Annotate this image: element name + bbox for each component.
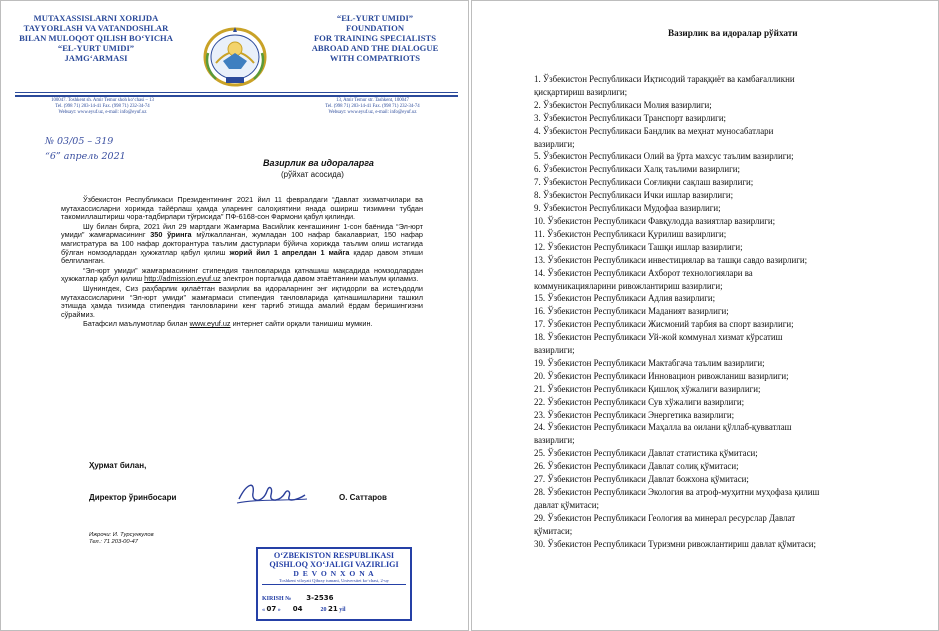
list-item: 17. Ўзбекистон Республикаси Жисмоний тарбия ва спорт вазирлиги; — [534, 319, 794, 330]
header-uz-line: BILAN MULOQOT QILISH BO‘YICHA — [19, 33, 173, 43]
executor-info — [89, 532, 154, 546]
list-item: қисқартириш вазирлиги; — [534, 86, 628, 97]
ministry-list — [534, 73, 932, 551]
list-item: коммуникацияларини ривожлантириш вазирлиги; — [534, 280, 723, 291]
header-uz-line: JAMG‘ARMASI — [64, 53, 128, 63]
list-item: 10. Ўзбекистон Республикаси Фавқулодда вазиятлар вазирлиги; — [534, 215, 776, 226]
executor-name: Ижрочи: И. Турсункулов — [89, 532, 154, 538]
admission-link[interactable]: http://admission.eyuf.uz — [144, 274, 221, 284]
paragraph: Шунингдек, Сиз раҳбарлик қилаётган вазирлик ва идораларнинг энг иқтидорли ва истеъдодли мутахассисларини “Эл-юрт умиди” жамғармаси стипендия танловларида қатнашишларини ташкил этишда ҳамда тизимда стипендия танловларини кенг тарғиб этишда амалий ёрдам беришингизни сўраймиз. — [61, 283, 423, 319]
address-line: 100047. Toshkent sh. Amir Temur shoh ko‘chasi – 13 — [51, 98, 154, 103]
stamp-year: 21 — [328, 605, 338, 613]
registration-stamp — [256, 547, 412, 621]
list-item: 13. Ўзбекистон Республикаси инвестициялар ва ташқи савдо вазирлиги; — [534, 254, 808, 265]
text: “Эл-юрт умиди” жамғармасининг стипендия танловларида қатнашиш мақсадида номзодлардан ҳужжатлар қабул қилиш — [61, 265, 423, 284]
header-uz-line: “EL-YURT UMIDI” — [57, 43, 135, 53]
signature-icon — [233, 477, 309, 509]
state-emblem-icon — [196, 23, 274, 89]
text: Батафсил маълумотлар билан — [83, 319, 190, 329]
header-en-line: FOUNDATION — [345, 23, 405, 33]
text: Шу билан бирга, 2021 йил 29 мартдаги Жамғарма Васийлик кенгашининг 1-сон баёнида “Эл-юрт умиди” жамғармасининг — [61, 221, 423, 240]
list-item: 23. Ўзбекистон Республикаси Энергетика вазирлиги; — [534, 409, 735, 420]
list-item: 19. Ўзбекистон Республикаси Мактабгача таълим вазирлиги; — [534, 357, 765, 368]
list-item: 24. Ўзбекистон Республикаси Маҳалла ва оилани қўллаб-қувватлаш — [534, 422, 792, 433]
address-line: Websayt: www.eyuf.uz, e-mail: info@eyuf.uz — [58, 110, 147, 115]
list-item: 21. Ўзбекистон Республикаси Қишлоқ хўжалиги вазирлиги; — [534, 383, 761, 394]
list-item: 9. Ўзбекистон Республикаси Мудофаа вазирлиги; — [534, 203, 721, 214]
list-item: 28. Ўзбекистон Республикаси Экология ва атроф-муҳитни муҳофаза қилиш — [534, 487, 820, 497]
list-item: 7. Ўзбекистон Республикаси Соғлиқни сақлаш вазирлиги; — [534, 177, 754, 188]
address-line: Tel. (998 71) 203-14-41 Fax. (998 71) 232-34-74 — [55, 104, 150, 109]
header-uz-line: TAYYORLASH VA VATANDOSHLAR — [23, 23, 169, 33]
stamp-date: « 07 » 04 20 21 yil — [262, 605, 346, 613]
text: қадар давом этиши белгиланган. — [61, 247, 423, 266]
list-item: вазирлиги; — [534, 345, 575, 356]
list-item: 25. Ўзбекистон Республикаси Давлат статистика қўмитаси; — [534, 448, 758, 459]
list-item: вазирлиги; — [534, 435, 575, 446]
stamp-line: QISHLOQ XO‘JALIGI VAZIRLIGI — [269, 560, 399, 569]
text-bold: 350 ўринга — [150, 230, 192, 240]
list-item: 29. Ўзбекистон Республикаси Геология ва минерал ресурслар Давлат — [534, 512, 796, 523]
kirish-label: KIRISH № — [262, 596, 292, 602]
list-item: қўмитаси; — [534, 525, 573, 536]
address-uz — [15, 98, 190, 116]
list-item: 20. Ўзбекистон Республикаси Инновацион ривожланиш вазирлиги; — [534, 370, 789, 381]
list-item: 6. Ўзбекистон Республикаси Халқ таълими вазирлиги; — [534, 164, 740, 175]
kirish-number: 3-2536 — [306, 594, 334, 602]
header-en-line: FOR TRAINING SPECIALISTS — [313, 33, 437, 43]
list-item: 12. Ўзбекистон Республикаси Ташқи ишлар вазирлиги; — [534, 241, 743, 252]
text: электрон порталида давом этаётганини маълум қиламиз. — [220, 274, 419, 284]
executor-phone: Тел.: 71 203-00-47 — [89, 539, 138, 545]
list-item: 30. Ўзбекистон Республикаси Туризмни ривожлантириш давлат қўмитаси; — [534, 538, 817, 549]
list-page — [471, 0, 939, 631]
paragraph — [61, 267, 423, 284]
paragraph — [61, 223, 423, 266]
header-uz-line: MUTAXASSISLARNI XORIJDA — [33, 13, 159, 23]
letter-body — [61, 196, 423, 330]
stamp-line: D E V O N X O N A — [293, 569, 375, 578]
stamp-address: Toshkent viloyati Qibray tumani, Universitet ko‘chasi, 2-uy — [262, 578, 406, 585]
text: мўлжалланган, жумладан 100 нафар бакалавриат, 150 нафар магистратура ва 100 нафар докторантура таълим дастурлари бўйича хорижда таълим олиш истагида бўлган номзодлардан ҳужжатлар қабул қилиш — [61, 230, 423, 257]
header-en-line: “EL-YURT UMIDI” — [336, 13, 414, 23]
list-item: 4. Ўзбекистон Республикаси Бандлик ва меҳнат муносабатлари — [534, 125, 774, 136]
outgoing-number: № 03/05 – 319 — [45, 136, 114, 147]
list-item: вазирлиги; — [534, 138, 575, 149]
address-line: Tel. (998 71) 203-14-41 Fax. (998 71) 232-34-74 — [325, 104, 420, 109]
list-item: давлат қўмитаси; — [534, 499, 599, 510]
list-item: 16. Ўзбекистон Республикаси Маданият вазирлиги; — [534, 306, 729, 317]
website-link[interactable]: www.eyuf.uz — [189, 319, 231, 329]
stamp-year-suffix: yil — [339, 607, 346, 613]
addressee: Вазирлик ва идораларга — [263, 158, 374, 168]
stamp-line: O‘ZBEKISTON RESPUBLIKASI — [273, 551, 395, 560]
stamp-month: 04 — [292, 605, 303, 613]
header-en — [291, 13, 459, 63]
signer-name: О. Саттаров — [339, 493, 387, 502]
address-line: 13, Amir Temur str. Tashkent, 100047 — [336, 98, 409, 103]
stamp-century: 20 — [320, 607, 327, 613]
list-item: 3. Ўзбекистон Республикаси Транспорт вазирлиги; — [534, 112, 727, 123]
list-item: 26. Ўзбекистон Республикаси Давлат солиқ қўмитаси; — [534, 461, 739, 472]
outgoing-date: “6” апрель 2021 — [45, 151, 126, 162]
stamp-kirish — [262, 594, 333, 602]
header-divider — [15, 92, 458, 93]
list-item: 27. Ўзбекистон Республикаси Давлат божхона қўмитаси; — [534, 474, 749, 485]
list-item: 1. Ўзбекистон Республикаси Иқтисодий тараққиёт ва камбағалликни — [534, 74, 795, 84]
list-item: 18. Ўзбекистон Республикаси Уй-жой коммунал хизмат кўрсатиш — [534, 332, 783, 343]
list-item: 5. Ўзбекистон Республикаси Олий ва ўрта махсус таълим вазирлиги; — [534, 151, 794, 162]
header-en-line: ABROAD AND THE DIALOGUE — [311, 43, 439, 53]
address-line: Websayt: www.eyuf.uz, e-mail: info@eyuf.uz — [328, 110, 417, 115]
header-divider — [15, 95, 458, 97]
paragraph — [61, 320, 423, 329]
text: интернет сайти орқали танишиш мумкин. — [230, 319, 373, 329]
signer-title: Директор ўринбосари — [89, 493, 177, 502]
list-title: Вазирлик ва идоралар рўйхати — [668, 28, 798, 38]
list-item: 14. Ўзбекистон Республикаси Ахборот технологиялари ва — [534, 267, 753, 278]
regards: Ҳурмат билан, — [89, 461, 147, 470]
address-en — [285, 98, 460, 116]
paragraph: Ўзбекистон Республикаси Президентининг 2021 йил 11 февралдаги “Давлат хизматчилари ва мутахассисларни хорижда тайёрлаш ҳамда уларнинг салоҳиятини янада ошириш тизимини тубдан такомиллаштириш чора-тадбирлари тўғрисида” ПФ-6168-сон Фармони қабул қилинди. — [61, 195, 423, 222]
letter-page — [0, 0, 469, 631]
list-item: 11. Ўзбекистон Республикаси Қурилиш вазирлиги; — [534, 228, 727, 239]
addressee-note: (рўйхат асосида) — [281, 170, 344, 179]
stamp-day: 07 — [266, 605, 277, 613]
list-item: 15. Ўзбекистон Республикаси Адлия вазирлиги; — [534, 293, 716, 304]
header-en-line: WITH COMPATRIOTS — [329, 53, 421, 63]
list-item: 2. Ўзбекистон Республикаси Молия вазирлиги; — [534, 99, 712, 110]
header-uz — [15, 13, 177, 63]
list-item: 8. Ўзбекистон Республикаси Ички ишлар вазирлиги; — [534, 190, 734, 201]
list-item: 22. Ўзбекистон Республикаси Сув хўжалиги вазирлиги; — [534, 396, 745, 407]
text-bold: жорий йил 1 апрелдан 1 майга — [229, 247, 350, 257]
